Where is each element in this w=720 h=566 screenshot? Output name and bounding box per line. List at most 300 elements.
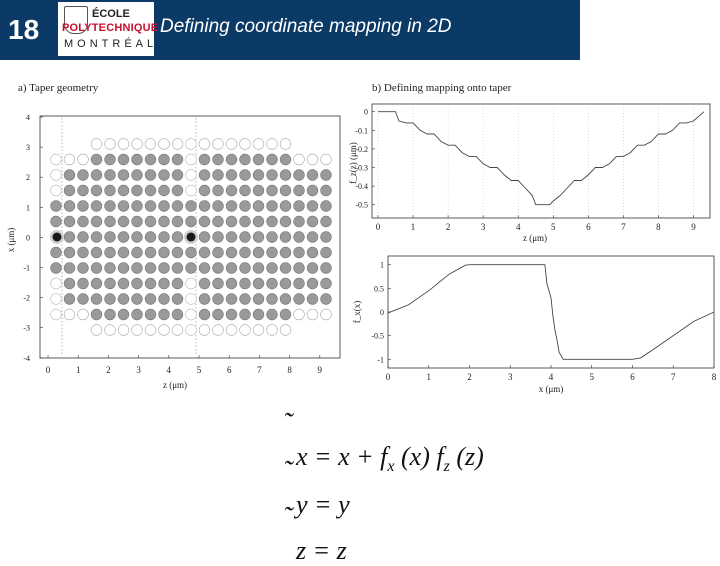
- air-hole: [118, 139, 129, 150]
- air-hole: [213, 139, 224, 150]
- air-hole: [159, 294, 170, 305]
- logo-line-1: ÉCOLE: [92, 8, 130, 20]
- air-hole: [105, 232, 116, 243]
- air-hole: [253, 263, 264, 274]
- air-hole: [199, 139, 210, 150]
- air-hole: [132, 154, 143, 165]
- air-hole: [253, 278, 264, 289]
- air-hole: [267, 247, 278, 258]
- air-hole: [105, 170, 116, 181]
- air-hole: [280, 278, 291, 289]
- air-hole: [294, 201, 305, 212]
- air-hole: [105, 294, 116, 305]
- air-hole: [132, 309, 143, 320]
- fx-x-tick-label: 0: [385, 372, 391, 382]
- fx-y-tick-label: -1: [377, 355, 384, 365]
- air-hole: [294, 216, 305, 227]
- air-hole: [240, 139, 251, 150]
- air-hole: [132, 232, 143, 243]
- air-hole: [64, 216, 75, 227]
- air-hole: [199, 294, 210, 305]
- air-hole: [307, 309, 318, 320]
- air-hole: [321, 294, 332, 305]
- eq-y-rhs: = y: [314, 490, 350, 519]
- air-hole: [64, 154, 75, 165]
- air-hole: [78, 247, 89, 258]
- air-hole: [321, 201, 332, 212]
- air-hole: [78, 216, 89, 227]
- air-hole: [213, 216, 224, 227]
- air-hole: [105, 139, 116, 150]
- air-hole: [199, 154, 210, 165]
- air-hole: [307, 263, 318, 274]
- air-hole: [132, 201, 143, 212]
- fz-y-tick-label: -0.4: [355, 182, 368, 192]
- air-hole: [118, 201, 129, 212]
- air-hole: [64, 201, 75, 212]
- fx-x-tick-label: 5: [589, 372, 594, 382]
- air-hole: [294, 232, 305, 243]
- air-hole: [321, 170, 332, 181]
- air-hole: [253, 232, 264, 243]
- air-hole: [91, 216, 102, 227]
- air-hole: [145, 185, 156, 196]
- air-hole: [172, 139, 183, 150]
- tilde-icon: ˜: [283, 408, 293, 439]
- air-hole: [51, 294, 62, 305]
- eq-x-sub1: x: [387, 458, 395, 475]
- air-hole: [105, 201, 116, 212]
- air-hole: [321, 263, 332, 274]
- air-hole: [132, 170, 143, 181]
- tilde-icon: ˜: [283, 502, 293, 533]
- air-hole: [145, 139, 156, 150]
- air-hole: [105, 154, 116, 165]
- air-hole: [240, 201, 251, 212]
- air-hole: [51, 216, 62, 227]
- air-hole: [91, 325, 102, 336]
- air-hole: [186, 170, 197, 181]
- air-hole: [159, 170, 170, 181]
- air-hole: [294, 278, 305, 289]
- air-hole: [321, 278, 332, 289]
- air-hole: [64, 309, 75, 320]
- air-hole: [145, 154, 156, 165]
- air-hole: [159, 278, 170, 289]
- air-hole: [186, 139, 197, 150]
- x-tick-label: 2: [106, 365, 111, 375]
- air-hole: [91, 201, 102, 212]
- air-hole: [172, 325, 183, 336]
- air-hole: [132, 216, 143, 227]
- air-hole: [307, 232, 318, 243]
- air-hole: [213, 247, 224, 258]
- slide-title: Defining coordinate mapping in 2D: [160, 16, 452, 37]
- air-hole: [267, 170, 278, 181]
- air-hole: [186, 278, 197, 289]
- air-hole: [145, 170, 156, 181]
- air-hole: [240, 247, 251, 258]
- air-hole: [321, 309, 332, 320]
- air-hole: [226, 216, 237, 227]
- air-hole: [159, 232, 170, 243]
- air-hole: [213, 278, 224, 289]
- eq-y-lhs: y: [296, 490, 308, 519]
- air-hole: [267, 201, 278, 212]
- fz-plot: [348, 104, 710, 243]
- air-hole: [64, 294, 75, 305]
- air-hole: [294, 185, 305, 196]
- air-hole: [280, 154, 291, 165]
- y-tick-label: -2: [23, 293, 30, 303]
- air-hole: [91, 170, 102, 181]
- fx-x-tick-label: 3: [508, 372, 513, 382]
- air-hole: [253, 325, 264, 336]
- fx-x-tick-label: 8: [711, 372, 717, 382]
- air-hole: [159, 247, 170, 258]
- y-tick-label: 2: [26, 173, 30, 183]
- air-hole: [240, 216, 251, 227]
- air-hole: [253, 247, 264, 258]
- air-hole: [132, 139, 143, 150]
- air-hole: [91, 247, 102, 258]
- slide-number: 18: [8, 14, 40, 45]
- air-hole: [78, 263, 89, 274]
- air-hole: [78, 185, 89, 196]
- x-tick-label: 3: [136, 365, 141, 375]
- tilde-icon: ˜: [283, 456, 293, 487]
- air-hole: [145, 309, 156, 320]
- air-hole: [199, 232, 210, 243]
- air-hole: [78, 278, 89, 289]
- fz-xlabel: z (μm): [522, 233, 548, 243]
- air-hole: [172, 263, 183, 274]
- fz-curve: [378, 112, 704, 205]
- x-tick-label: 7: [257, 365, 262, 375]
- air-hole: [267, 185, 278, 196]
- air-hole: [172, 154, 183, 165]
- y-tick-label: 4: [26, 113, 30, 122]
- fx-x-tick-label: 2: [467, 372, 472, 382]
- fz-y-tick-label: -0.2: [355, 144, 368, 154]
- fx-y-tick-label: 0.5: [374, 284, 384, 294]
- air-hole: [159, 325, 170, 336]
- air-hole: [240, 309, 251, 320]
- air-hole: [145, 263, 156, 274]
- air-hole: [118, 294, 129, 305]
- y-tick-label: -4: [23, 353, 30, 363]
- air-hole: [226, 247, 237, 258]
- x-tick-label: 5: [196, 365, 202, 375]
- air-hole: [199, 309, 210, 320]
- air-hole: [213, 325, 224, 336]
- air-hole: [280, 309, 291, 320]
- fx-x-tick-label: 6: [630, 372, 635, 382]
- x-tick-label: 9: [317, 365, 323, 375]
- air-hole: [145, 247, 156, 258]
- air-hole: [78, 201, 89, 212]
- air-hole: [186, 247, 197, 258]
- air-hole: [267, 325, 278, 336]
- air-hole: [91, 154, 102, 165]
- air-hole: [172, 294, 183, 305]
- air-hole: [280, 263, 291, 274]
- air-hole: [145, 232, 156, 243]
- air-hole: [307, 201, 318, 212]
- air-hole: [64, 232, 75, 243]
- air-hole: [105, 185, 116, 196]
- x-tick-label: 6: [226, 365, 232, 375]
- air-hole: [199, 325, 210, 336]
- air-hole: [267, 294, 278, 305]
- air-hole: [267, 263, 278, 274]
- air-hole: [213, 294, 224, 305]
- air-hole: [159, 309, 170, 320]
- panel-a-ylabel: x (μm): [6, 227, 16, 253]
- air-hole: [321, 247, 332, 258]
- air-hole: [186, 325, 197, 336]
- air-hole: [213, 201, 224, 212]
- air-hole: [267, 154, 278, 165]
- air-hole: [267, 139, 278, 150]
- air-hole: [78, 154, 89, 165]
- fx-y-tick-label: 1: [380, 260, 384, 270]
- air-hole: [91, 309, 102, 320]
- air-hole: [132, 185, 143, 196]
- air-hole: [253, 294, 264, 305]
- eq-z-lhs: z: [296, 536, 307, 565]
- mode-spot: [53, 233, 62, 242]
- fx-curve: [388, 265, 714, 360]
- air-hole: [64, 185, 75, 196]
- air-hole: [307, 247, 318, 258]
- logo-line-2: POLYTECHNIQUE: [62, 22, 159, 34]
- air-hole: [267, 232, 278, 243]
- air-hole: [307, 216, 318, 227]
- fz-x-tick-label: 0: [375, 222, 381, 232]
- air-hole: [145, 201, 156, 212]
- fx-y-tick-label: -0.5: [371, 331, 384, 341]
- fx-x-tick-label: 7: [671, 372, 676, 382]
- air-hole: [118, 247, 129, 258]
- air-hole: [91, 232, 102, 243]
- panel-b-label: b) Defining mapping onto taper: [372, 82, 512, 94]
- air-hole: [213, 263, 224, 274]
- x-tick-label: 4: [166, 365, 172, 375]
- air-hole: [240, 278, 251, 289]
- air-hole: [105, 309, 116, 320]
- x-tick-label: 1: [75, 365, 81, 375]
- fx-x-tick-label: 4: [548, 372, 554, 382]
- air-hole: [64, 278, 75, 289]
- air-hole: [240, 232, 251, 243]
- photonic-crystal-holes: [50, 139, 331, 336]
- air-hole: [145, 216, 156, 227]
- y-tick-label: 1: [26, 203, 30, 213]
- air-hole: [118, 216, 129, 227]
- air-hole: [186, 216, 197, 227]
- fz-x-tick-label: 1: [410, 222, 416, 232]
- air-hole: [51, 309, 62, 320]
- air-hole: [280, 247, 291, 258]
- fz-ylabel: f_z(z) (μm): [348, 142, 358, 184]
- equation-z: [283, 502, 347, 566]
- y-tick-label: -1: [23, 263, 30, 273]
- air-hole: [253, 201, 264, 212]
- fx-ylabel: f_x(x): [352, 300, 362, 324]
- mode-spot: [187, 233, 196, 242]
- air-hole: [132, 263, 143, 274]
- air-hole: [226, 278, 237, 289]
- air-hole: [186, 263, 197, 274]
- air-hole: [91, 278, 102, 289]
- air-hole: [118, 232, 129, 243]
- air-hole: [280, 201, 291, 212]
- air-hole: [64, 247, 75, 258]
- air-hole: [213, 154, 224, 165]
- air-hole: [118, 154, 129, 165]
- air-hole: [51, 170, 62, 181]
- fz-y-tick-label: 0: [364, 107, 368, 117]
- fx-axes-box: [388, 256, 714, 368]
- fx-x-tick-label: 1: [426, 372, 431, 382]
- air-hole: [78, 294, 89, 305]
- air-hole: [78, 309, 89, 320]
- air-hole: [172, 278, 183, 289]
- air-hole: [145, 294, 156, 305]
- air-hole: [240, 263, 251, 274]
- air-hole: [199, 247, 210, 258]
- air-hole: [267, 278, 278, 289]
- air-hole: [105, 325, 116, 336]
- air-hole: [253, 185, 264, 196]
- eq-x-lhs: x: [296, 442, 308, 471]
- logo-line-3: MONTRÉAL: [64, 38, 158, 50]
- fz-y-tick-label: -0.1: [355, 126, 368, 136]
- air-hole: [159, 216, 170, 227]
- air-hole: [240, 154, 251, 165]
- air-hole: [132, 278, 143, 289]
- y-tick-label: 3: [26, 143, 30, 153]
- air-hole: [118, 185, 129, 196]
- y-tick-label: -3: [23, 323, 30, 333]
- air-hole: [91, 139, 102, 150]
- fx-xlabel: x (μm): [538, 384, 564, 394]
- air-hole: [91, 263, 102, 274]
- air-hole: [280, 294, 291, 305]
- fz-y-tick-label: -0.3: [355, 163, 368, 173]
- air-hole: [226, 185, 237, 196]
- air-hole: [321, 232, 332, 243]
- panel-a-xlabel: z (μm): [162, 380, 188, 390]
- x-tick-label: 0: [45, 365, 51, 375]
- air-hole: [307, 278, 318, 289]
- air-hole: [199, 170, 210, 181]
- air-hole: [199, 278, 210, 289]
- air-hole: [159, 263, 170, 274]
- air-hole: [226, 294, 237, 305]
- air-hole: [240, 185, 251, 196]
- air-hole: [186, 294, 197, 305]
- air-hole: [172, 170, 183, 181]
- air-hole: [118, 278, 129, 289]
- air-hole: [226, 232, 237, 243]
- eq-x-mid: (x) f: [401, 442, 444, 471]
- air-hole: [199, 263, 210, 274]
- fz-axes-box: [372, 104, 710, 218]
- air-hole: [78, 232, 89, 243]
- air-hole: [280, 232, 291, 243]
- air-hole: [105, 247, 116, 258]
- air-hole: [78, 170, 89, 181]
- air-hole: [253, 170, 264, 181]
- air-hole: [132, 325, 143, 336]
- air-hole: [213, 232, 224, 243]
- panel-a-label: a) Taper geometry: [18, 82, 99, 94]
- air-hole: [51, 278, 62, 289]
- air-hole: [91, 294, 102, 305]
- eq-x-rhs: = x + f: [314, 442, 388, 471]
- air-hole: [132, 247, 143, 258]
- air-hole: [226, 263, 237, 274]
- air-hole: [172, 232, 183, 243]
- air-hole: [145, 278, 156, 289]
- fx-ticks: [371, 261, 716, 382]
- air-hole: [118, 263, 129, 274]
- fz-x-tick-label: 6: [586, 222, 591, 232]
- air-hole: [159, 154, 170, 165]
- air-hole: [226, 325, 237, 336]
- air-hole: [118, 325, 129, 336]
- air-hole: [64, 263, 75, 274]
- air-hole: [186, 154, 197, 165]
- air-hole: [253, 309, 264, 320]
- air-hole: [159, 201, 170, 212]
- air-hole: [51, 247, 62, 258]
- fz-x-tick-label: 2: [445, 222, 451, 232]
- air-hole: [294, 294, 305, 305]
- air-hole: [172, 201, 183, 212]
- air-hole: [172, 185, 183, 196]
- air-hole: [64, 170, 75, 181]
- air-hole: [240, 325, 251, 336]
- air-hole: [172, 216, 183, 227]
- air-hole: [118, 309, 129, 320]
- air-hole: [240, 170, 251, 181]
- air-hole: [294, 247, 305, 258]
- air-hole: [51, 185, 62, 196]
- eq-x-end: (z): [456, 442, 484, 471]
- air-hole: [159, 185, 170, 196]
- air-hole: [159, 139, 170, 150]
- fz-x-tick-label: 8: [656, 222, 661, 232]
- air-hole: [145, 325, 156, 336]
- air-hole: [253, 154, 264, 165]
- air-hole: [226, 309, 237, 320]
- air-hole: [105, 263, 116, 274]
- air-hole: [307, 170, 318, 181]
- air-hole: [51, 263, 62, 274]
- air-hole: [199, 216, 210, 227]
- fz-x-tick-label: 7: [621, 222, 626, 232]
- air-hole: [172, 247, 183, 258]
- air-hole: [307, 185, 318, 196]
- fx-y-tick-label: 0: [380, 308, 384, 317]
- air-hole: [105, 278, 116, 289]
- fx-plot: [352, 256, 717, 394]
- air-hole: [213, 170, 224, 181]
- air-hole: [253, 216, 264, 227]
